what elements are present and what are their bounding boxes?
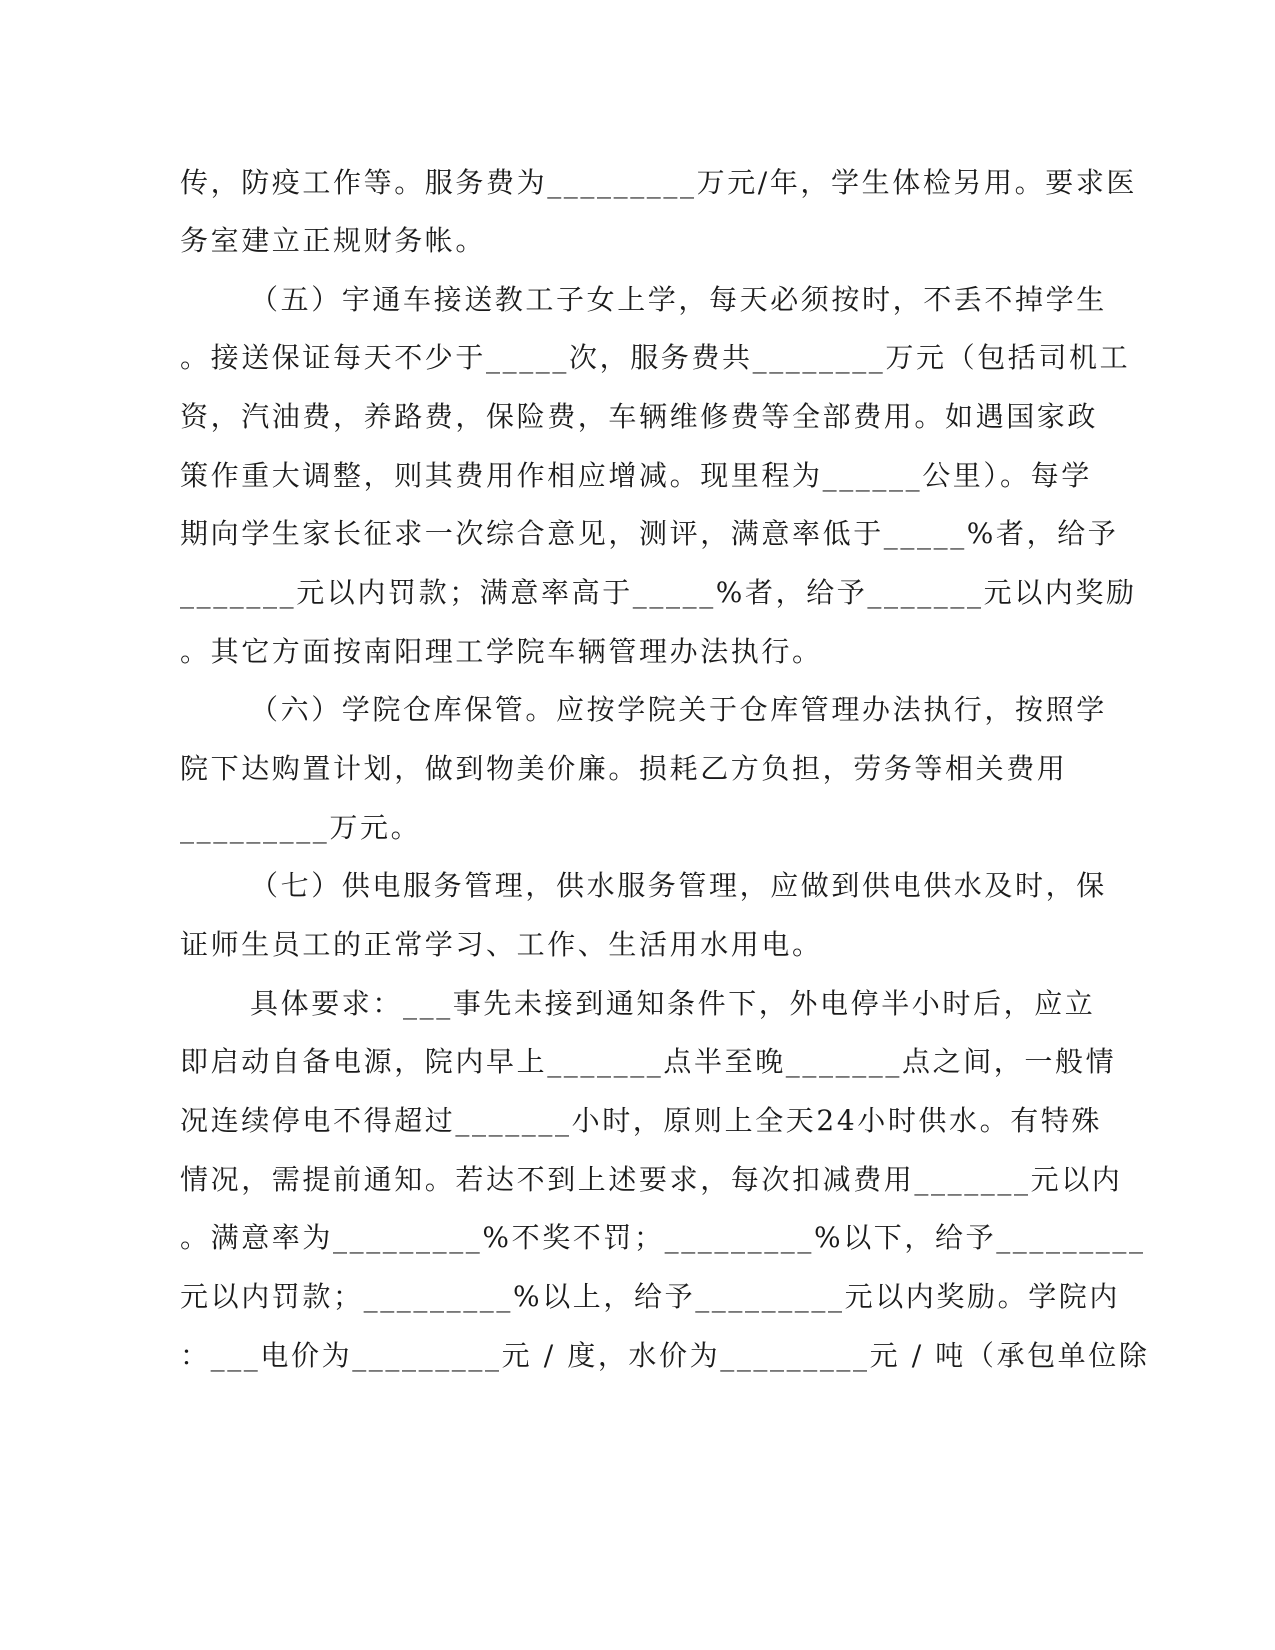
text-line: 资，汽油费，养路费，保险费，车辆维修费等全部费用。如遇国家政 [180,400,1099,433]
text-line: （五）宇通车接送教工子女上学，每天必须按时，不丢不掉学生 [250,283,1107,316]
text-line: 具体要求：___事先未接到通知条件下，外电停半小时后，应立 [250,987,1096,1020]
text-line: 证师生员工的正常学习、工作、生活用水用电。 [180,928,823,961]
text-line: 即启动自备电源，院内早上_______点半至晚_______点之间，一般情 [180,1045,1117,1078]
text-line: ：___电价为_________元 / 度，水价为_________元 / 吨（承包单位除 [180,1339,1150,1372]
text-line: 况连续停电不得超过_______小时，原则上全天24小时供水。有特殊 [180,1104,1103,1137]
text-line: 期向学生家长征求一次综合意见，测评，满意率低于_____%者，给予 [180,517,1119,550]
text-line: 元以内罚款；_________%以上，给予_________元以内奖励。学院内 [180,1280,1121,1313]
text-line: 传，防疫工作等。服务费为_________万元/年，学生体检另用。要求医 [180,166,1138,199]
text-line: 。接送保证每天不少于_____次，服务费共________万元（包括司机工 [180,341,1131,374]
text-line: _________万元。 [180,811,422,844]
text-line: 策作重大调整，则其费用作相应增减。现里程为______公里）。每学 [180,459,1092,492]
text-line: 情况，需提前通知。若达不到上述要求，每次扣减费用_______元以内 [180,1163,1123,1196]
text-line: 。其它方面按南阳理工学院车辆管理办法执行。 [180,635,823,668]
text-line: 院下达购置计划，做到物美价廉。损耗乙方负担，劳务等相关费用 [180,752,1068,785]
text-line: （七）供电服务管理，供水服务管理，应做到供电供水及时，保 [250,869,1107,902]
text-line: _______元以内罚款；满意率高于_____%者，给予_______元以内奖励 [180,576,1137,609]
text-line: 。满意率为_________%不奖不罚；_________%以下，给予_________ [180,1221,1146,1254]
text-line: 务室建立正规财务帐。 [180,224,487,257]
text-line: （六）学院仓库保管。应按学院关于仓库管理办法执行，按照学 [250,693,1107,726]
